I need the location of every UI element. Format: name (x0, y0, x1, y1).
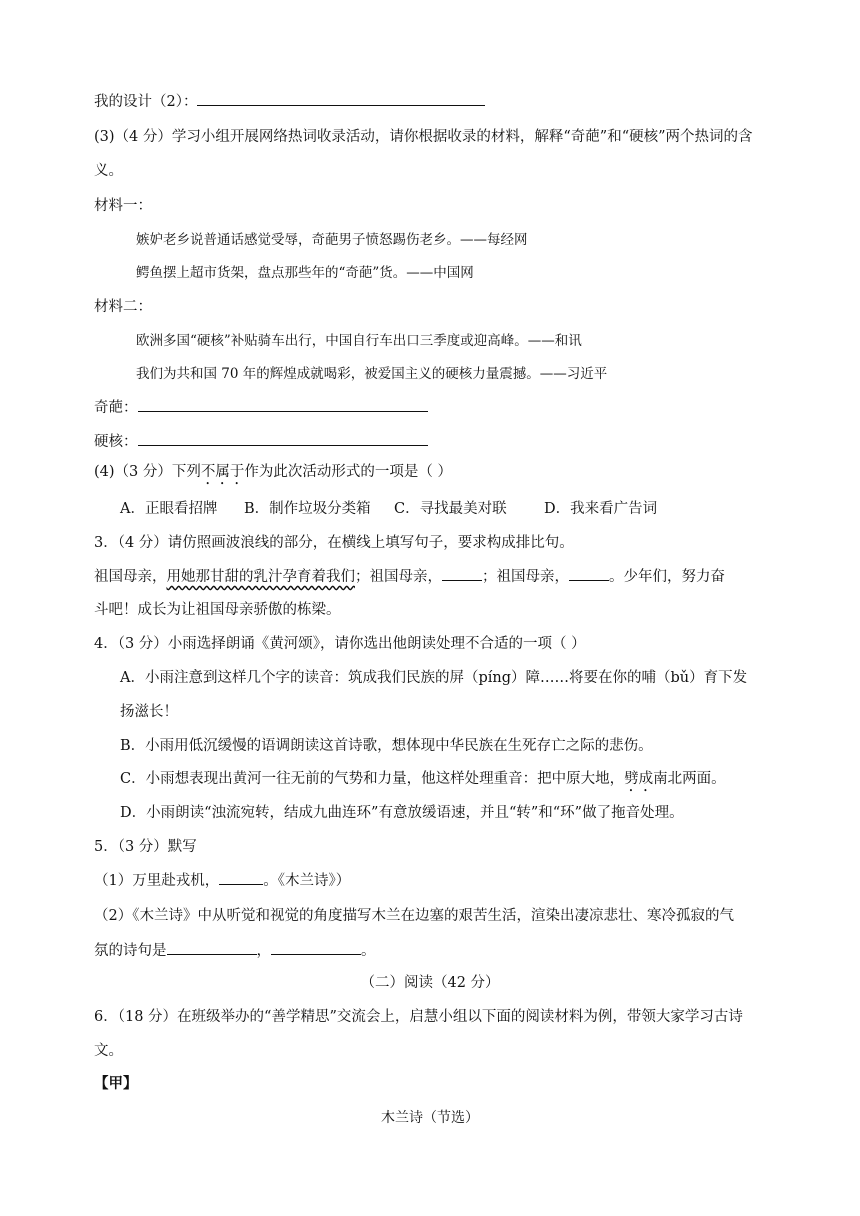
q4-option-c[interactable] (120, 767, 768, 795)
q5-item-1-blank[interactable] (219, 870, 263, 885)
q5-item-1-text-b: 。《木兰诗》） (263, 873, 351, 889)
q3-main-prompt: 3．（4 分）请仿照画波浪线的部分，在横线上填写句子，要求构成排比句。 (94, 535, 574, 551)
q3-main-blank-2[interactable] (569, 566, 609, 581)
q4-option-c-text-a: C．小雨想表现出黄河一往无前的气势和力量，他这样处理重音：把中原大地， (120, 771, 625, 787)
q4-option-b[interactable]: B．小雨用低沉缓慢的语调朗读这首诗歌，想体现中华民族在生死存亡之际的悲伤。 (120, 738, 653, 754)
q4-option-c-emphasis: 劈成 (624, 771, 654, 787)
design-2-line (94, 90, 768, 111)
material-2-item-2: 我们为共和国 70 年的辉煌成就喝彩，被爱国主义的硬核力量震撼。——习近平 (136, 366, 608, 382)
material-2-item-1: 欧洲多国“硬核”补贴骑车出行，中国自行车出口三季度或迎高峰。——和讯 (136, 333, 582, 349)
design-2-label: 我的设计（2）： (94, 94, 198, 110)
yinghe-blank[interactable] (138, 431, 428, 446)
q5-item-1 (94, 869, 768, 890)
q3-main-text-d: 。少年们，努力奋 (609, 569, 725, 585)
q4-sub-options (120, 497, 768, 518)
q3-main-wavy-text: 用她那甘甜的乳汁孕育着我们 (166, 569, 355, 585)
q5-item-2-text-c: 。 (361, 943, 376, 959)
q4-option-d[interactable]: D．小雨朗读“浊流宛转，结成九曲连环”有意放缓语速，并且“转”和“环”做了拖音处理。 (120, 805, 684, 821)
q5-item-2-blank-2[interactable] (271, 940, 361, 955)
material-2-label: 材料二： (94, 299, 152, 315)
material-1-label: 材料一： (94, 198, 152, 214)
q6-prompt-line2: 文。 (94, 1043, 123, 1059)
q3-sub-prompt-line2: 义。 (94, 163, 123, 179)
q5-item-2-blank-1[interactable] (167, 940, 257, 955)
q3-sub-prompt-line1: (3)（4 分）学习小组开展网络热词收录活动，请你根据收录的材料，解释“奇葩”和“硬核”两个热词的含 (94, 129, 753, 145)
q5-item-2-line2 (94, 939, 768, 960)
section-2-title: （二）阅读（42 分） (360, 975, 500, 991)
q4-main-prompt: 4．（3 分）小雨选择朗诵《黄河颂》，请你选出他朗读处理不合适的一项（ ） (94, 636, 586, 652)
q4-option-a-line1[interactable]: A．小雨注意到这样几个字的读音：筑成我们民族的屏（píng）障……将要在你的哺（bǔ）育下发 (120, 670, 748, 686)
q3-main-line2: 斗吧！成长为让祖国母亲骄傲的栋梁。 (94, 602, 341, 618)
q4-option-c-text-b: 南北两面。 (653, 771, 726, 787)
q4-sub-emphasis: 不属于 (200, 464, 245, 480)
q3-main-blank-1[interactable] (442, 566, 482, 581)
qipa-label: 奇葩： (94, 400, 138, 416)
poem-title: 木兰诗（节选） (381, 1110, 479, 1126)
material-1-item-2: 鳄鱼摆上超市货架，盘点那些年的“奇葩”货。——中国网 (136, 265, 474, 281)
q4-sub-option-c[interactable]: C．寻找最美对联 (394, 501, 507, 517)
qipa-blank[interactable] (138, 397, 428, 412)
q4-sub-option-d[interactable]: D．我来看广告词 (544, 501, 658, 517)
q5-item-2-text-a: 氛的诗句是 (94, 943, 167, 959)
q3-main-line1 (94, 565, 768, 586)
design-2-blank[interactable] (197, 91, 485, 106)
q5-item-1-text-a: （1）万里赴戎机， (94, 873, 220, 889)
q5-item-2-text-b: ， (256, 943, 271, 959)
yinghe-label: 硬核： (94, 434, 138, 450)
q5-prompt: 5．（3 分）默写 (94, 839, 197, 855)
q4-sub-prompt (94, 460, 768, 488)
q3-main-text-c: ；祖国母亲， (482, 569, 569, 585)
yinghe-answer-line (94, 430, 768, 451)
q5-item-2-line1: （2）《木兰诗》中从听觉和视觉的角度描写木兰在边塞的艰苦生活，渲染出凄凉悲壮、寒冷孤寂的气 (94, 908, 734, 924)
material-1-item-1: 嫉妒老乡说普通话感觉受辱，奇葩男子愤怒踢伤老乡。——每经网 (136, 232, 528, 248)
q4-sub-suffix: 作为此次活动形式的一项是（ ） (244, 464, 452, 480)
q4-sub-prefix: (4)（3 分）下列 (94, 464, 201, 480)
q6-jia-label: 【甲】 (94, 1075, 138, 1092)
q4-option-a-line2: 扬滋长！ (120, 704, 178, 720)
q4-sub-option-a[interactable]: A．正眼看招牌 (120, 501, 218, 517)
q3-main-text-a: 祖国母亲， (94, 569, 167, 585)
qipa-answer-line (94, 396, 768, 417)
q4-sub-option-b[interactable]: B．制作垃圾分类箱 (244, 501, 371, 517)
q3-main-text-b: ；祖国母亲， (355, 569, 442, 585)
q6-prompt-line1: 6．（18 分）在班级举办的“善学精思”交流会上，启慧小组以下面的阅读材料为例，带领大家学习古诗 (94, 1009, 743, 1025)
